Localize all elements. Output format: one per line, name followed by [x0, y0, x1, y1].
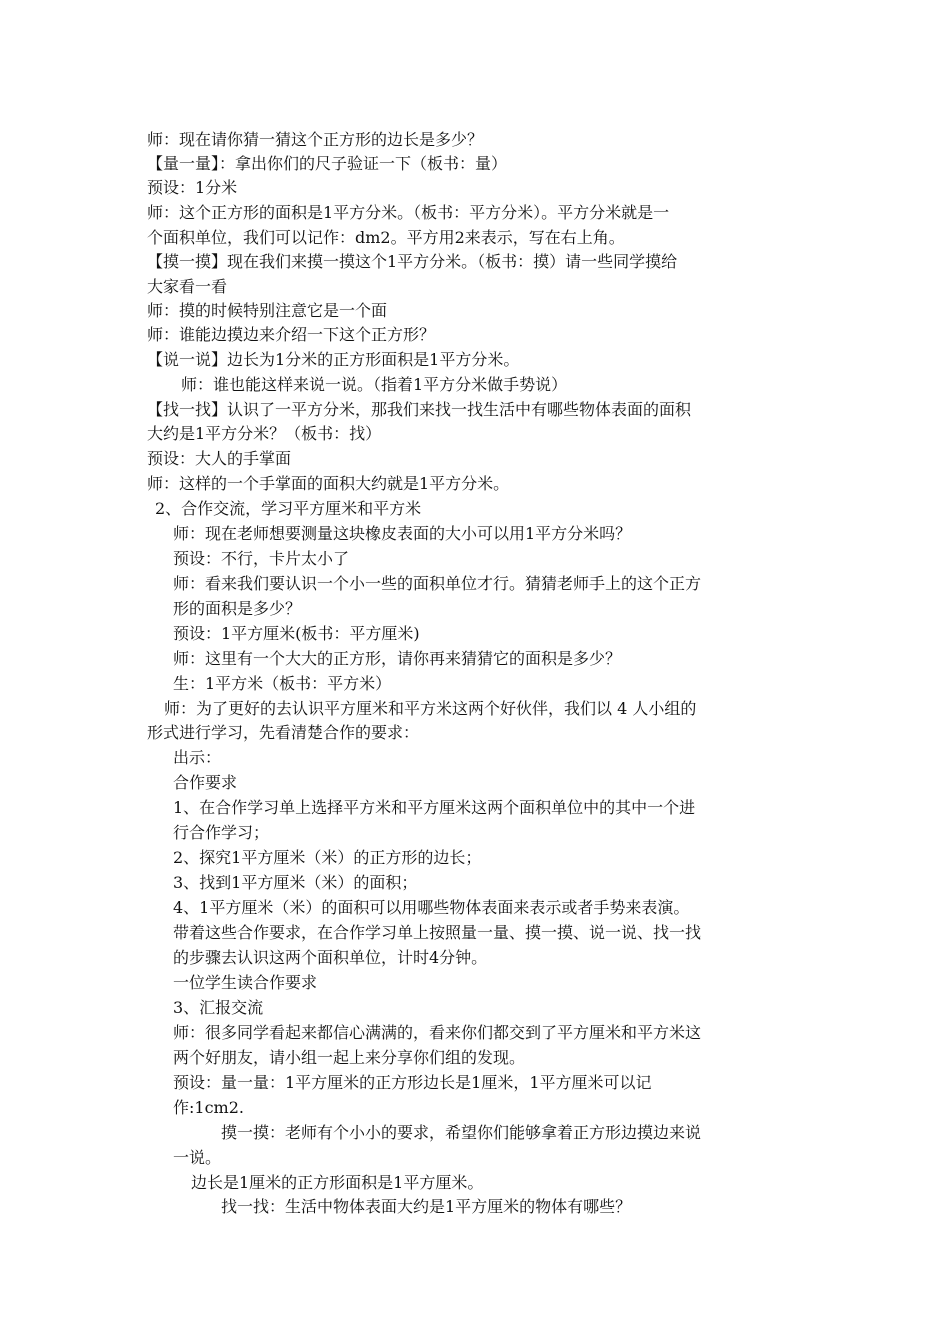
- text-line: 的步骤去认识这两个面积单位，计时4分钟。: [173, 948, 488, 967]
- text-line: 【找一找】认识了一平方分米，那我们来找一找生活中有哪些物体表面的面积: [147, 400, 692, 419]
- text-line: 合作要求: [173, 773, 238, 792]
- text-line: 大家看一看: [147, 277, 228, 296]
- text-line: 出示：: [173, 748, 222, 767]
- text-line: 生：1平方米（板书：平方米）: [173, 674, 392, 693]
- text-line: 师：现在请你猜一猜这个正方形的边长是多少？: [147, 130, 484, 149]
- text-line: 大约是1平方分米？（板书：找）: [147, 424, 382, 443]
- text-line: 一位学生读合作要求: [173, 973, 318, 992]
- text-line: 【说一说】边长为1分米的正方形面积是1平方分米。: [147, 350, 520, 369]
- text-line: 师：这里有一个大大的正方形，请你再来猜猜它的面积是多少？: [173, 649, 622, 668]
- section-heading: 2、合作交流，学习平方厘米和平方米: [155, 499, 422, 518]
- text-line: 师：这个正方形的面积是1平方分米。（板书：平方分米）。平方分米就是一: [147, 203, 670, 222]
- text-line: 3、找到1平方厘米（米）的面积；: [173, 873, 418, 892]
- text-line: 预设：1平方厘米(板书：平方厘米): [173, 624, 420, 643]
- text-line: 个面积单位，我们可以记作：dm2。平方用2来表示，写在右上角。: [147, 228, 625, 247]
- text-line: 形的面积是多少？: [173, 599, 302, 618]
- text-line: 边长是1厘米的正方形面积是1平方厘米。: [191, 1173, 484, 1192]
- text-line: 预设：大人的手掌面: [147, 449, 292, 468]
- text-line: 师：这样的一个手掌面的面积大约就是1平方分米。: [147, 474, 510, 493]
- text-line: 一说。: [173, 1148, 222, 1167]
- text-line: 2、探究1平方厘米（米）的正方形的边长；: [173, 848, 482, 867]
- text-line: 摸一摸：老师有个小小的要求，希望你们能够拿着正方形边摸边来说: [221, 1123, 702, 1142]
- text-line: 带着这些合作要求，在合作学习单上按照量一量、摸一摸、说一说、找一找: [173, 923, 702, 942]
- text-line: 形式进行学习，先看清楚合作的要求：: [147, 723, 420, 742]
- text-line: 1、在合作学习单上选择平方米和平方厘米这两个面积单位中的其中一个进: [173, 798, 696, 817]
- text-line: 作:1cm2.: [173, 1098, 244, 1117]
- text-line: 行合作学习；: [173, 823, 270, 842]
- text-line: 找一找：生活中物体表面大约是1平方厘米的物体有哪些？: [221, 1197, 632, 1216]
- text-line: 预设：1分米: [147, 178, 238, 197]
- text-line: 【摸一摸】现在我们来摸一摸这个1平方分米。（板书：摸）请一些同学摸给: [147, 252, 678, 271]
- text-line: 师：看来我们要认识一个小一些的面积单位才行。猜猜老师手上的这个正方: [173, 574, 702, 593]
- text-line: 师：为了更好的去认识平方厘米和平方米这两个好伙伴，我们以 4 人小组的: [164, 699, 697, 718]
- text-line: 师：摸的时候特别注意它是一个面: [147, 301, 388, 320]
- text-line: 4、1平方厘米（米）的面积可以用哪些物体表面来表示或者手势来表演。: [173, 898, 690, 917]
- text-line: 两个好朋友，请小组一起上来分享你们组的发现。: [173, 1048, 526, 1067]
- text-line: 师：很多同学看起来都信心满满的，看来你们都交到了平方厘米和平方米这: [173, 1023, 702, 1042]
- text-line: 预设：量一量：1平方厘米的正方形边长是1厘米，1平方厘米可以记: [173, 1073, 652, 1092]
- section-heading: 3、汇报交流: [173, 998, 264, 1017]
- text-line: 师：谁能边摸边来介绍一下这个正方形？: [147, 325, 436, 344]
- text-line: 【量一量】：拿出你们的尺子验证一下（板书：量）: [147, 154, 508, 173]
- text-line: 预设：不行，卡片太小了: [173, 549, 350, 568]
- text-line: 师：现在老师想要测量这块橡皮表面的大小可以用1平方分米吗？: [173, 524, 632, 543]
- text-line: 师：谁也能这样来说一说。（指着1平方分米做手势说）: [181, 375, 568, 394]
